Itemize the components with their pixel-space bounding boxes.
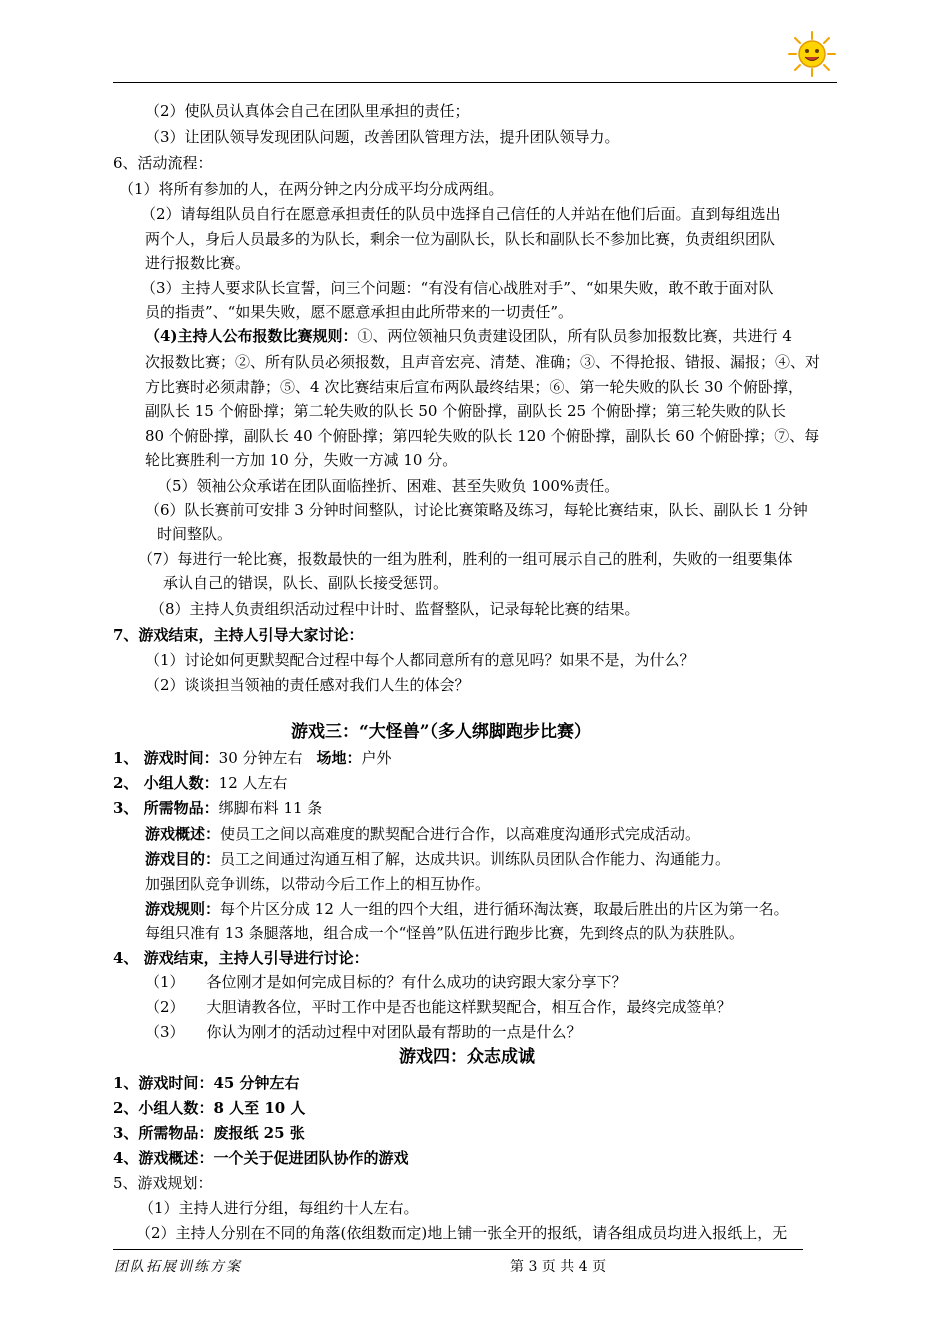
text-line <box>145 400 786 422</box>
footer-title: 团队拓展训练方案 <box>114 1259 242 1275</box>
text-line <box>145 351 820 373</box>
text-line <box>145 1021 582 1043</box>
line-text: 进行报数比赛。 <box>145 254 251 272</box>
line-text: 副队长 15 个俯卧撑；第二轮失败的队长 50 个俯卧撑，副队长 25 个俯卧撑；第三轮失败的队长 <box>145 402 786 420</box>
line-label: 2、 小组人数： <box>113 774 219 792</box>
text-line <box>145 922 744 944</box>
text-line <box>113 1172 213 1194</box>
line-text: 绑脚布料 11 条 <box>218 799 323 817</box>
text-line <box>113 152 213 174</box>
line-text: 使员工之间以高难度的默契配合进行合作，以高难度沟通形式完成活动。 <box>220 825 701 843</box>
line-text: （2）请每组队员自行在愿意承担责任的队员中选择自己信任的人并站在他们后面。直到每组选出 <box>141 205 781 223</box>
text-line <box>113 947 369 969</box>
line-text: 12 人左右 <box>218 774 288 792</box>
text-line <box>113 797 322 819</box>
line-label: 游戏概述： <box>145 825 221 843</box>
text-line <box>145 449 457 471</box>
line-text: 时间整队。 <box>157 525 233 543</box>
text-line <box>145 252 250 274</box>
text-line <box>119 178 504 200</box>
line-text: 轮比赛胜利一方加 10 分，失败一方减 10 分。 <box>145 451 458 469</box>
line-text: 每组只准有 13 条腿落地，组合成一个“怪兽”队伍进行跑步比赛，先到终点的队为获胜队。 <box>145 924 744 942</box>
line-text: （5）领袖公众承诺在团队面临挫折、困难、甚至失败负 100%责任。 <box>157 477 620 495</box>
line-text: 3、所需物品：废报纸 25 张 <box>113 1124 305 1142</box>
line-text: （8）主持人负责组织活动过程中计时、监督整队，记录每轮比赛的结果。 <box>150 600 640 618</box>
line-label: （4)主持人公布报数比赛规则： <box>145 327 358 345</box>
text-line <box>163 572 448 594</box>
text-line <box>138 548 793 570</box>
line-text: 大胆请教各位，平时工作中是否也能这样默契配合，相互合作，最终完成签单？ <box>206 998 732 1016</box>
line-label: 游戏目的： <box>145 850 221 868</box>
line-text: 加强团队竞争训练，以带动今后工作上的相互协作。 <box>145 875 491 893</box>
line-text: 游戏四：众志成诚 <box>399 1047 535 1067</box>
text-line <box>157 523 232 545</box>
line-text: （7）每进行一轮比赛，报数最快的一组为胜利，胜利的一组可展示自己的胜利，失败的一组要集体 <box>138 550 793 568</box>
line-text: 承认自己的错误，队长、副队长接受惩罚。 <box>163 574 449 592</box>
line-text: （1）主持人进行分组，每组约十人左右。 <box>139 1199 419 1217</box>
text-line <box>145 301 573 323</box>
line-text: 员工之间通过沟通互相了解，达成共识。训练队员团队合作能力、沟通能力。 <box>220 850 731 868</box>
line-text: （6）队长赛前可安排 3 分钟时间整队，讨论比赛策略及练习，每轮比赛结束，队长、副队长 1 分钟 <box>145 501 808 519</box>
line-label: （3） <box>145 1023 185 1041</box>
line-text: 4、 游戏结束，主持人引导进行讨论： <box>113 949 369 967</box>
line-label: 6、 <box>113 154 138 172</box>
line-text: （2）谈谈担当领袖的责任感对我们人生的体会？ <box>145 676 470 694</box>
line-label: 3、 所需物品： <box>113 799 219 817</box>
text-line <box>145 649 695 671</box>
line-text: （1）讨论如何更默契配合过程中每个人都同意所有的意见吗？如果不是，为什么？ <box>145 651 695 669</box>
line-text: （3）让团队领导发现团队问题，改善团队管理方法，提升团队领导力。 <box>145 128 620 146</box>
text-line <box>141 203 781 225</box>
line-text: （2）主持人分别在不同的角落(依组数而定)地上铺一张全开的报纸，请各组成员均进入报纸上，无 <box>136 1224 788 1242</box>
line-label: 游戏规则： <box>145 900 221 918</box>
text-line <box>113 1122 305 1144</box>
line-label: 1、 游戏时间： <box>113 749 219 767</box>
line-text: 80 个俯卧撑，副队长 40 个俯卧撑；第四轮失败的队长 120 个俯卧撑，副队长 60 个俯卧撑；⑦、每 <box>145 427 820 445</box>
line-text: 各位刚才是如何完成目标的？有什么成功的诀窍跟大家分享下？ <box>206 973 627 991</box>
line-text: 7、游戏结束，主持人引导大家讨论： <box>113 626 364 644</box>
line-text: 1、游戏时间：45 分钟左右 <box>113 1074 300 1092</box>
text-line <box>139 1197 419 1219</box>
line-label: 场地： <box>316 749 362 767</box>
text-line <box>113 747 392 769</box>
line-text: 两个人，身后人员最多的为队长，剩余一位为副队长，队长和副队长不参加比赛，负责组织团队 <box>145 230 776 248</box>
line-text: 30 分钟左右 <box>218 749 303 767</box>
line-text: 员的指责”、“如果失败，愿不愿意承担由此所带来的一切责任”。 <box>145 303 574 321</box>
footer-rule <box>113 1249 803 1250</box>
text-line <box>141 277 774 299</box>
text-line <box>145 425 819 447</box>
line-text: 4、游戏概述：一个关于促进团队协作的游戏 <box>113 1149 409 1167</box>
text-line <box>145 126 620 148</box>
text-line <box>145 848 730 870</box>
text-line <box>145 499 808 521</box>
line-text: 游戏三：“大怪兽”（多人绑脚跑步比赛） <box>291 722 592 742</box>
text-line <box>113 624 363 646</box>
line-text: （3）主持人要求队长宣誓，问三个问题：“有没有信心战胜对手”、“如果失败，敢不敢于面对队 <box>141 279 774 297</box>
line-text: （2）使队员认真体会自己在团队里承担的责任； <box>145 102 470 120</box>
section-heading <box>291 721 591 743</box>
line-text: 方比赛时必须肃静；⑤、4 次比赛结束后宣布两队最终结果；⑥、第一轮失败的队长 30 个俯卧撑， <box>145 378 803 396</box>
text-line <box>145 376 803 398</box>
text-line <box>145 674 470 696</box>
smiling-sun-icon <box>786 30 838 78</box>
line-text: 你认为刚才的活动过程中对团队最有帮助的一点是什么？ <box>206 1023 582 1041</box>
text-line <box>150 598 640 620</box>
text-line <box>136 1222 787 1244</box>
text-line <box>113 1147 408 1169</box>
line-text: （1）将所有参加的人，在两分钟之内分成平均分成两组。 <box>119 180 504 198</box>
line-label: （1） <box>145 973 185 991</box>
text-line <box>145 873 490 895</box>
line-text: 每个片区分成 12 人一组的四个大组，进行循环淘汰赛，取最后胜出的片区为第一名。 <box>220 900 789 918</box>
line-text: 次报数比赛；②、所有队员必须报数，且声音宏亮、清楚、准确；③、不得抢报、错报、漏报；④、对 <box>145 353 821 371</box>
section-heading <box>399 1046 535 1068</box>
text-line <box>145 228 775 250</box>
text-line <box>145 898 789 920</box>
text-line <box>157 475 619 497</box>
line-text: 2、小组人数：8 人至 10 人 <box>113 1099 306 1117</box>
text-line <box>113 1072 300 1094</box>
line-text: 活动流程： <box>137 154 213 172</box>
line-text: 5、游戏规划： <box>113 1174 213 1192</box>
text-line <box>145 971 627 993</box>
text-line <box>145 100 470 122</box>
text-line <box>145 823 700 845</box>
text-line <box>145 996 732 1018</box>
line-text: 户外 <box>361 749 392 767</box>
header-rule <box>113 82 837 83</box>
text-line <box>113 1097 305 1119</box>
line-label: （2） <box>145 998 185 1016</box>
footer-page-number: 第 3 页 共 4 页 <box>510 1259 607 1275</box>
text-line <box>145 325 792 347</box>
line-text: ①、两位领袖只负责建设团队，所有队员参加报数比赛，共进行 4 <box>357 327 792 345</box>
text-line <box>113 772 288 794</box>
